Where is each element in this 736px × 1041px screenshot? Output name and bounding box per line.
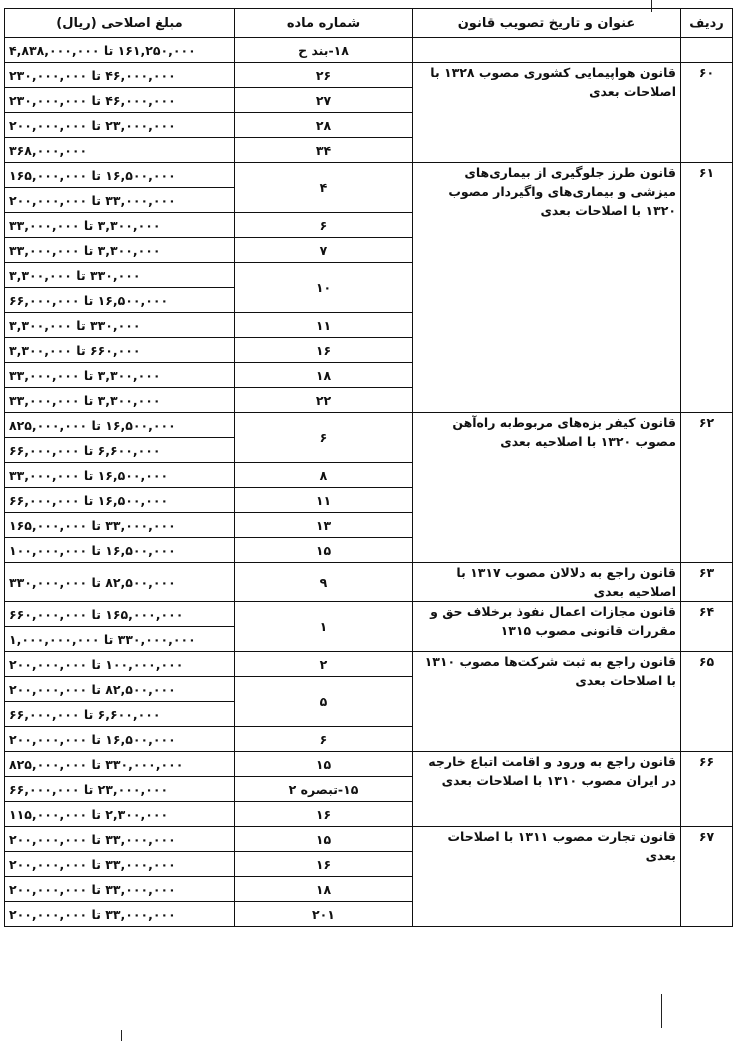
law-title-cell: قانون مجازات اعمال نفوذ برخلاف حق و مقررات قانونی مصوب ۱۳۱۵	[413, 602, 681, 652]
amended-amount-cell: ۴۶,۰۰۰,۰۰۰ تا ۲۳۰,۰۰۰,۰۰۰	[5, 88, 235, 113]
table-row	[5, 163, 733, 188]
amended-amount-cell: ۳,۳۰۰,۰۰۰ تا ۳۳,۰۰۰,۰۰۰	[5, 213, 235, 238]
amended-amount-cell: ۸۲,۵۰۰,۰۰۰ تا ۳۳۰,۰۰۰,۰۰۰	[5, 563, 235, 602]
table-row	[5, 827, 733, 852]
article-number-cell: ۹	[235, 563, 413, 602]
article-number-cell: ۳۴	[235, 138, 413, 163]
article-number-cell: ۲۸	[235, 113, 413, 138]
header-law-title: عنوان و تاریخ تصویب قانون	[413, 9, 681, 38]
article-number-cell: ۶	[235, 727, 413, 752]
amended-amount-cell: ۱۶۵,۰۰۰,۰۰۰ تا ۶۶۰,۰۰۰,۰۰۰	[5, 602, 235, 627]
row-number-cell	[681, 38, 733, 63]
law-title-cell: قانون تجارت مصوب ۱۳۱۱ با اصلاحات بعدی	[413, 827, 681, 927]
amended-amount-cell: ۲,۳۰۰,۰۰۰ تا ۱۱۵,۰۰۰,۰۰۰	[5, 802, 235, 827]
article-number-cell: ۱۸	[235, 877, 413, 902]
article-number-cell: ۸	[235, 463, 413, 488]
article-number-cell: ۱۵-تبصره ۲	[235, 777, 413, 802]
amended-amount-cell: ۳۳۰,۰۰۰ تا ۳,۳۰۰,۰۰۰	[5, 263, 235, 288]
row-number-cell: ۶۴	[681, 602, 733, 652]
article-number-cell: ۶	[235, 213, 413, 238]
article-number-cell: ۶	[235, 413, 413, 463]
article-number-cell: ۱۸	[235, 363, 413, 388]
table-header-row	[5, 9, 733, 38]
amended-amount-cell: ۶,۶۰۰,۰۰۰ تا ۶۶,۰۰۰,۰۰۰	[5, 438, 235, 463]
amended-amount-cell: ۳۶۸,۰۰۰,۰۰۰	[5, 138, 235, 163]
header-article-number: شماره ماده	[235, 9, 413, 38]
article-number-cell: ۱۶	[235, 802, 413, 827]
row-number-cell: ۶۰	[681, 63, 733, 163]
amended-amount-cell: ۱۶۱,۲۵۰,۰۰۰ تا ۴,۸۳۸,۰۰۰,۰۰۰	[5, 38, 235, 63]
amended-amount-cell: ۳۳,۰۰۰,۰۰۰ تا ۲۰۰,۰۰۰,۰۰۰	[5, 188, 235, 213]
table-row	[5, 602, 733, 627]
law-title-cell: قانون راجع به ثبت شرکت‌ها مصوب ۱۳۱۰ با اصلاحات بعدی	[413, 652, 681, 752]
article-number-cell: ۲۰۱	[235, 902, 413, 927]
header-amended-amount: مبلغ اصلاحی (ریال)	[5, 9, 235, 38]
amended-amount-cell: ۳,۳۰۰,۰۰۰ تا ۳۳,۰۰۰,۰۰۰	[5, 238, 235, 263]
article-number-cell: ۱۶	[235, 852, 413, 877]
amended-amount-cell: ۳,۳۰۰,۰۰۰ تا ۳۳,۰۰۰,۰۰۰	[5, 363, 235, 388]
article-number-cell: ۲	[235, 652, 413, 677]
table-row	[5, 63, 733, 88]
article-number-cell: ۲۶	[235, 63, 413, 88]
row-number-cell: ۶۲	[681, 413, 733, 563]
table-row	[5, 38, 733, 63]
row-number-cell: ۶۳	[681, 563, 733, 602]
amended-amount-cell: ۳,۳۰۰,۰۰۰ تا ۳۳,۰۰۰,۰۰۰	[5, 388, 235, 413]
amended-amount-cell: ۳۳,۰۰۰,۰۰۰ تا ۲۰۰,۰۰۰,۰۰۰	[5, 877, 235, 902]
table-body	[5, 38, 733, 927]
amended-amount-cell: ۱۶,۵۰۰,۰۰۰ تا ۸۲۵,۰۰۰,۰۰۰	[5, 413, 235, 438]
law-title-cell: قانون طرز جلوگیری از بیماری‌های میزشی و بیماری‌های واگیردار مصوب ۱۳۲۰ با اصلاحات بعدی	[413, 163, 681, 413]
amended-amount-cell: ۳۳۰,۰۰۰,۰۰۰ تا ۸۲۵,۰۰۰,۰۰۰	[5, 752, 235, 777]
amended-amount-cell: ۳۳,۰۰۰,۰۰۰ تا ۲۰۰,۰۰۰,۰۰۰	[5, 852, 235, 877]
article-number-cell: ۲۷	[235, 88, 413, 113]
article-number-cell: ۷	[235, 238, 413, 263]
article-number-cell: ۱۵	[235, 538, 413, 563]
table-row	[5, 563, 733, 602]
amended-amount-cell: ۳۳,۰۰۰,۰۰۰ تا ۲۰۰,۰۰۰,۰۰۰	[5, 827, 235, 852]
amended-amount-cell: ۱۶,۵۰۰,۰۰۰ تا ۶۶,۰۰۰,۰۰۰	[5, 488, 235, 513]
amended-amount-cell: ۴۶,۰۰۰,۰۰۰ تا ۲۳۰,۰۰۰,۰۰۰	[5, 63, 235, 88]
article-number-cell: ۴	[235, 163, 413, 213]
article-number-cell: ۱۱	[235, 488, 413, 513]
scan-mark-top	[651, 0, 652, 12]
amended-amount-cell: ۱۰۰,۰۰۰,۰۰۰ تا ۲۰۰,۰۰۰,۰۰۰	[5, 652, 235, 677]
amended-amount-cell: ۱۶,۵۰۰,۰۰۰ تا ۱۶۵,۰۰۰,۰۰۰	[5, 163, 235, 188]
scan-mark-bottom-left	[121, 1030, 122, 1041]
article-number-cell: ۱۶	[235, 338, 413, 363]
amended-amount-cell: ۱۶,۵۰۰,۰۰۰ تا ۲۰۰,۰۰۰,۰۰۰	[5, 727, 235, 752]
article-number-cell: ۱	[235, 602, 413, 652]
law-title-cell	[413, 38, 681, 63]
amended-amount-cell: ۲۳,۰۰۰,۰۰۰ تا ۶۶,۰۰۰,۰۰۰	[5, 777, 235, 802]
article-number-cell: ۵	[235, 677, 413, 727]
amended-amount-cell: ۳۳,۰۰۰,۰۰۰ تا ۱۶۵,۰۰۰,۰۰۰	[5, 513, 235, 538]
amended-amount-cell: ۶,۶۰۰,۰۰۰ تا ۶۶,۰۰۰,۰۰۰	[5, 702, 235, 727]
article-number-cell: ۱۱	[235, 313, 413, 338]
amended-amount-cell: ۱۶,۵۰۰,۰۰۰ تا ۱۰۰,۰۰۰,۰۰۰	[5, 538, 235, 563]
header-row-number: ردیف	[681, 9, 733, 38]
table-row	[5, 752, 733, 777]
article-number-cell: ۲۲	[235, 388, 413, 413]
scan-mark-bottom-right	[661, 994, 662, 1028]
law-title-cell: قانون کیفر بزه‌های مربوط‌به راه‌آهن مصوب ۱۳۲۰ با اصلاحیه بعدی	[413, 413, 681, 563]
row-number-cell: ۶۱	[681, 163, 733, 413]
amended-amount-cell: ۸۲,۵۰۰,۰۰۰ تا ۲۰۰,۰۰۰,۰۰۰	[5, 677, 235, 702]
row-number-cell: ۶۶	[681, 752, 733, 827]
penalty-amendment-table	[4, 8, 733, 927]
article-number-cell: ۱۵	[235, 752, 413, 777]
amended-amount-cell: ۳۳,۰۰۰,۰۰۰ تا ۲۰۰,۰۰۰,۰۰۰	[5, 902, 235, 927]
table-row	[5, 413, 733, 438]
article-number-cell: ۱۵	[235, 827, 413, 852]
row-number-cell: ۶۷	[681, 827, 733, 927]
amended-amount-cell: ۳۳۰,۰۰۰ تا ۳,۳۰۰,۰۰۰	[5, 313, 235, 338]
law-title-cell: قانون راجع به دلالان مصوب ۱۳۱۷ با اصلاحیه بعدی	[413, 563, 681, 602]
article-number-cell: ۱۳	[235, 513, 413, 538]
article-number-cell: ۱۸-بند ح	[235, 38, 413, 63]
amended-amount-cell: ۶۶۰,۰۰۰ تا ۳,۳۰۰,۰۰۰	[5, 338, 235, 363]
amended-amount-cell: ۲۳,۰۰۰,۰۰۰ تا ۲۰۰,۰۰۰,۰۰۰	[5, 113, 235, 138]
amended-amount-cell: ۱۶,۵۰۰,۰۰۰ تا ۶۶,۰۰۰,۰۰۰	[5, 288, 235, 313]
law-title-cell: قانون راجع به ورود و اقامت اتباع خارجه در ایران مصوب ۱۳۱۰ با اصلاحات بعدی	[413, 752, 681, 827]
amended-amount-cell: ۳۳۰,۰۰۰,۰۰۰ تا ۱,۰۰۰,۰۰۰,۰۰۰	[5, 627, 235, 652]
law-title-cell: قانون هواپیمایی کشوری مصوب ۱۳۲۸ با اصلاحات بعدی	[413, 63, 681, 163]
row-number-cell: ۶۵	[681, 652, 733, 752]
article-number-cell: ۱۰	[235, 263, 413, 313]
amended-amount-cell: ۱۶,۵۰۰,۰۰۰ تا ۳۳,۰۰۰,۰۰۰	[5, 463, 235, 488]
table-row	[5, 652, 733, 677]
